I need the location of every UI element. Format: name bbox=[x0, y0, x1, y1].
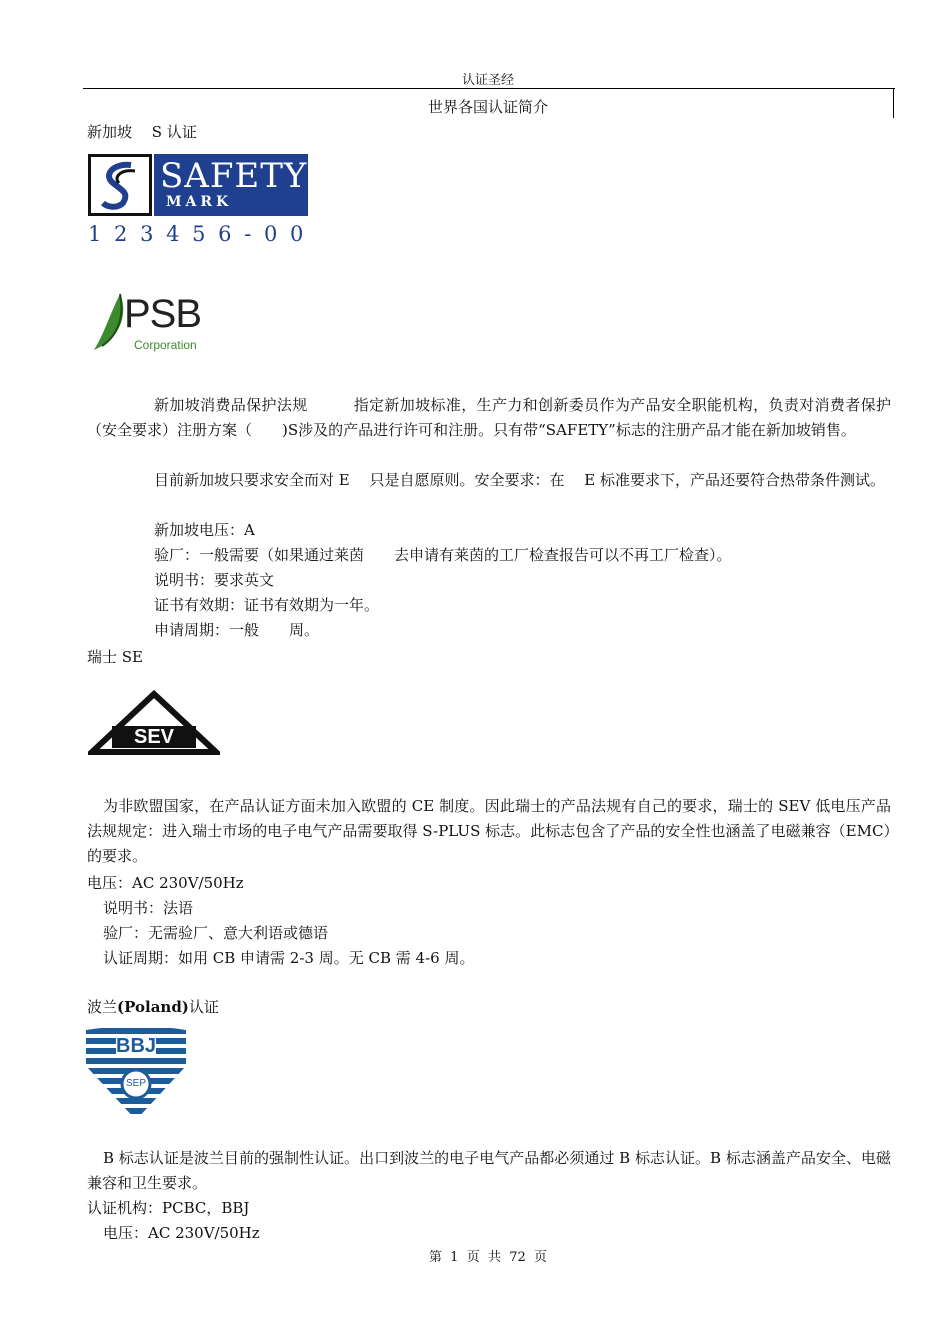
singapore-validity: 证书有效期：证书有效期为一年。 bbox=[154, 596, 380, 614]
psb-letters: PSB bbox=[124, 292, 202, 336]
singapore-cycle: 申请周期：一般 周。 bbox=[154, 621, 320, 639]
poland-title bbox=[87, 997, 219, 1017]
page-footer: 第 1 页 共 72 页 bbox=[428, 1250, 548, 1265]
sep-seal-letters: SEP bbox=[125, 1078, 146, 1089]
switzerland-factory: 验厂：无需验厂、意大利语或德语 bbox=[103, 924, 329, 942]
poland-title-bold: (Poland) bbox=[117, 998, 189, 1016]
singapore-paragraph-2: 目前新加坡只要求安全而对 E 只是自愿原则。安全要求：在 E 标准要求下，产品还要符合热带条件测试。 bbox=[154, 471, 885, 489]
singapore-paragraph-1: 新加坡消费品保护法规 指定新加坡标准，生产力和创新委员作为产品安全职能机构，负责对消费者保护（安全要求）注册方案（ )S涉及的产品进行许可和注册。只有带“SAFETY”标志的注册产品才能在新加坡销售。 bbox=[87, 396, 891, 439]
safety-s-emblem bbox=[88, 154, 152, 216]
bbj-logo bbox=[86, 1026, 186, 1122]
poland-body: 认证机构：PCBC，BBJ bbox=[87, 1199, 250, 1217]
switzerland-voltage: 电压：AC 230V/50Hz bbox=[87, 874, 244, 892]
sev-logo bbox=[88, 690, 220, 756]
mark-word: MARK bbox=[166, 194, 233, 210]
safety-digits: 1 2 3 4 5 6 - 0 0 bbox=[88, 222, 307, 246]
poland-title-post: 认证 bbox=[188, 998, 219, 1016]
singapore-voltage: 新加坡电压：A bbox=[154, 521, 255, 539]
singapore-title: 新加坡 S 认证 bbox=[87, 123, 197, 141]
switzerland-paragraph: 为非欧盟国家，在产品认证方面未加入欧盟的 CE 制度。因此瑞士的产品法规有自己的要求，瑞士的 SEV 低电压产品法规规定：进入瑞士市场的电子电气产品需要取得 S-PLUS 标志。此标志包含了产品的安全性也涵盖了电磁兼容（EMC）的要求。 bbox=[87, 797, 891, 865]
psb-logo bbox=[90, 290, 200, 360]
poland-title-pre: 波兰 bbox=[87, 998, 118, 1016]
running-title: 认证圣经 bbox=[461, 73, 514, 88]
bbj-letters: BBJ bbox=[116, 1035, 157, 1057]
safety-mark-logo bbox=[88, 154, 310, 249]
switzerland-manual: 说明书：法语 bbox=[103, 899, 194, 917]
singapore-manual: 说明书：要求英文 bbox=[154, 571, 275, 589]
poland-paragraph: B 标志认证是波兰目前的强制性认证。出口到波兰的电子电气产品都必须通过 B 标志认证。B 标志涵盖产品安全、电磁兼容和卫生要求。 bbox=[87, 1149, 891, 1192]
switzerland-title: 瑞士 SE bbox=[87, 648, 143, 666]
safety-word: SAFETY bbox=[160, 156, 308, 196]
page-heading: 世界各国认证简介 bbox=[427, 98, 548, 116]
poland-voltage: 电压：AC 230V/50Hz bbox=[103, 1224, 260, 1242]
header-rule bbox=[83, 88, 895, 89]
sev-letters: SEV bbox=[133, 726, 175, 748]
safety-blue-panel bbox=[154, 154, 308, 216]
switzerland-cycle: 认证周期：如用 CB 申请需 2-3 周。无 CB 需 4-6 周。 bbox=[103, 949, 475, 967]
singapore-factory: 验厂：一般需要（如果通过莱茵 去申请有莱茵的工厂检查报告可以不再工厂检查）。 bbox=[154, 546, 732, 564]
psb-corporation: Corporation bbox=[134, 338, 197, 352]
